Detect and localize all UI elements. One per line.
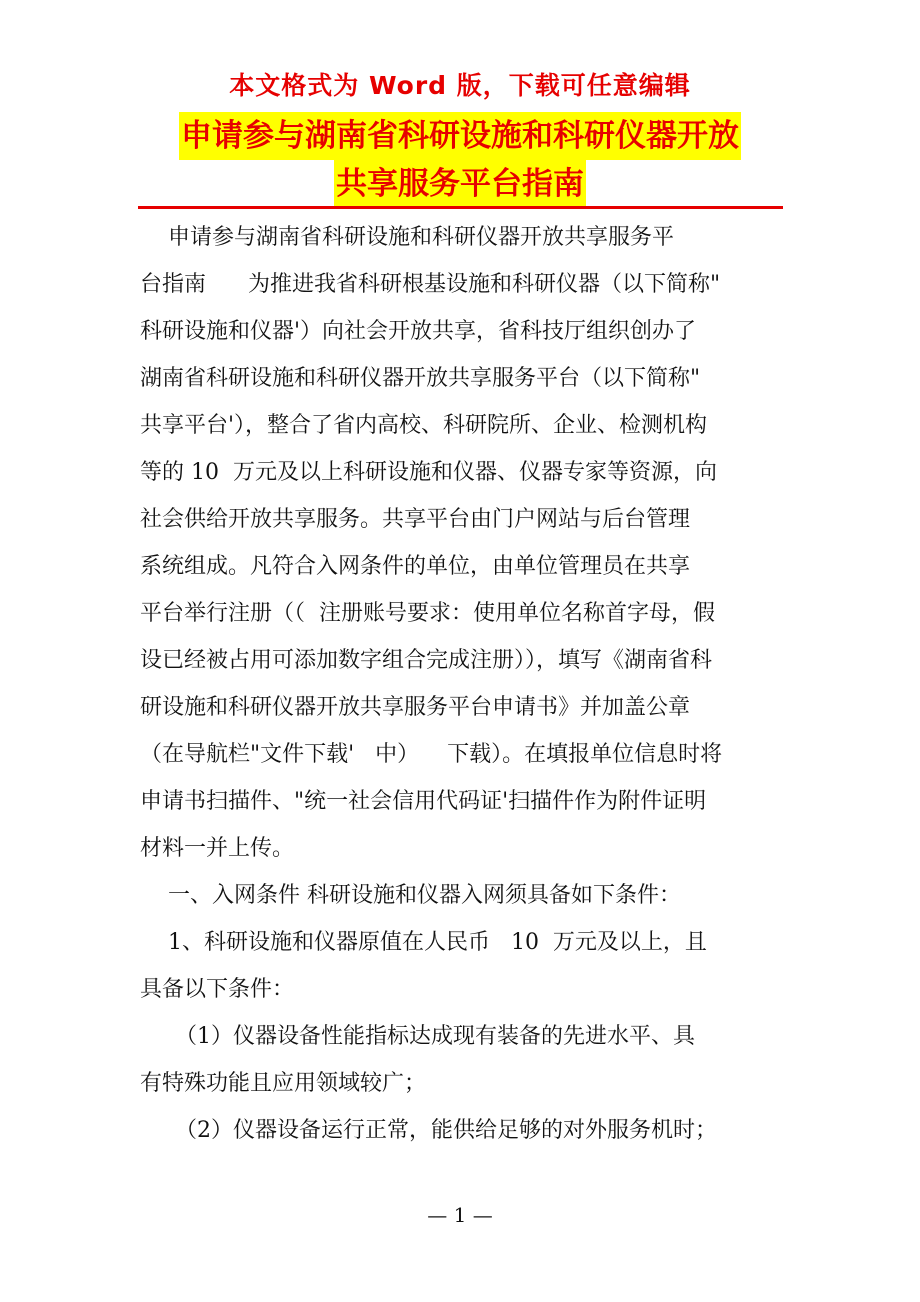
body-line: 研设施和科研仪器开放共享服务平台申请书》并加盖公章 <box>140 695 691 720</box>
body-line: 具备以下条件： <box>140 977 295 1002</box>
body-line: 系统组成。凡符合入网条件的单位，由单位管理员在共享 <box>140 554 691 579</box>
body-line: 申请书扫描件、"统一社会信用代码证'扫描件作为附件证明 <box>140 789 707 814</box>
body-line: 共享平台'），整合了省内高校、科研院所、企业、检测机构 <box>140 413 708 438</box>
title-line-2: 共享服务平台指南 <box>334 160 586 208</box>
document-body <box>140 214 780 1154</box>
body-line: 湖南省科研设施和科研仪器开放共享服务平台（以下简称" <box>140 366 701 391</box>
title-line-1: 申请参与湖南省科研设施和科研仪器开放 <box>179 112 741 160</box>
section-heading: 一、入网条件 科研设施和仪器入网须具备如下条件： <box>140 883 681 908</box>
body-line: 有特殊功能且应用领域较广； <box>140 1071 427 1096</box>
page-number: — 1 — <box>427 1203 493 1227</box>
body-line: 设已经被占用可添加数字组合完成注册）），填写《湖南省科 <box>140 648 713 673</box>
body-line: 平台举行注册（（ 注册账号要求：使用单位名称首字母，假 <box>140 601 715 626</box>
body-line: 等的 10 万元及以上科研设施和仪器、仪器专家等资源，向 <box>140 460 717 485</box>
body-line: 台指南 为推进我省科研根基设施和科研仪器（以下简称" <box>140 272 721 297</box>
body-line: 1、科研设施和仪器原值在人民币 10 万元及以上，且 <box>140 930 707 955</box>
body-line: 申请参与湖南省科研设施和科研仪器开放共享服务平 <box>140 225 674 250</box>
body-line: 社会供给开放共享服务。共享平台由门户网站与后台管理 <box>140 507 691 532</box>
format-notice: 本文格式为 Word 版，下载可任意编辑 <box>229 71 691 100</box>
body-line: （在导航栏"文件下载' 中） 下载）。在填报单位信息时将 <box>140 742 723 767</box>
list-item: （1）仪器设备性能指标达成现有装备的先进水平、具 <box>140 1024 695 1049</box>
body-line: 材料一并上传。 <box>140 836 295 861</box>
list-item: （2）仪器设备运行正常，能供给足够的对外服务机时； <box>140 1118 717 1143</box>
body-line: 科研设施和仪器'）向社会开放共享，省科技厅组织创办了 <box>140 319 697 344</box>
document-title <box>150 112 770 208</box>
title-divider <box>138 206 783 209</box>
